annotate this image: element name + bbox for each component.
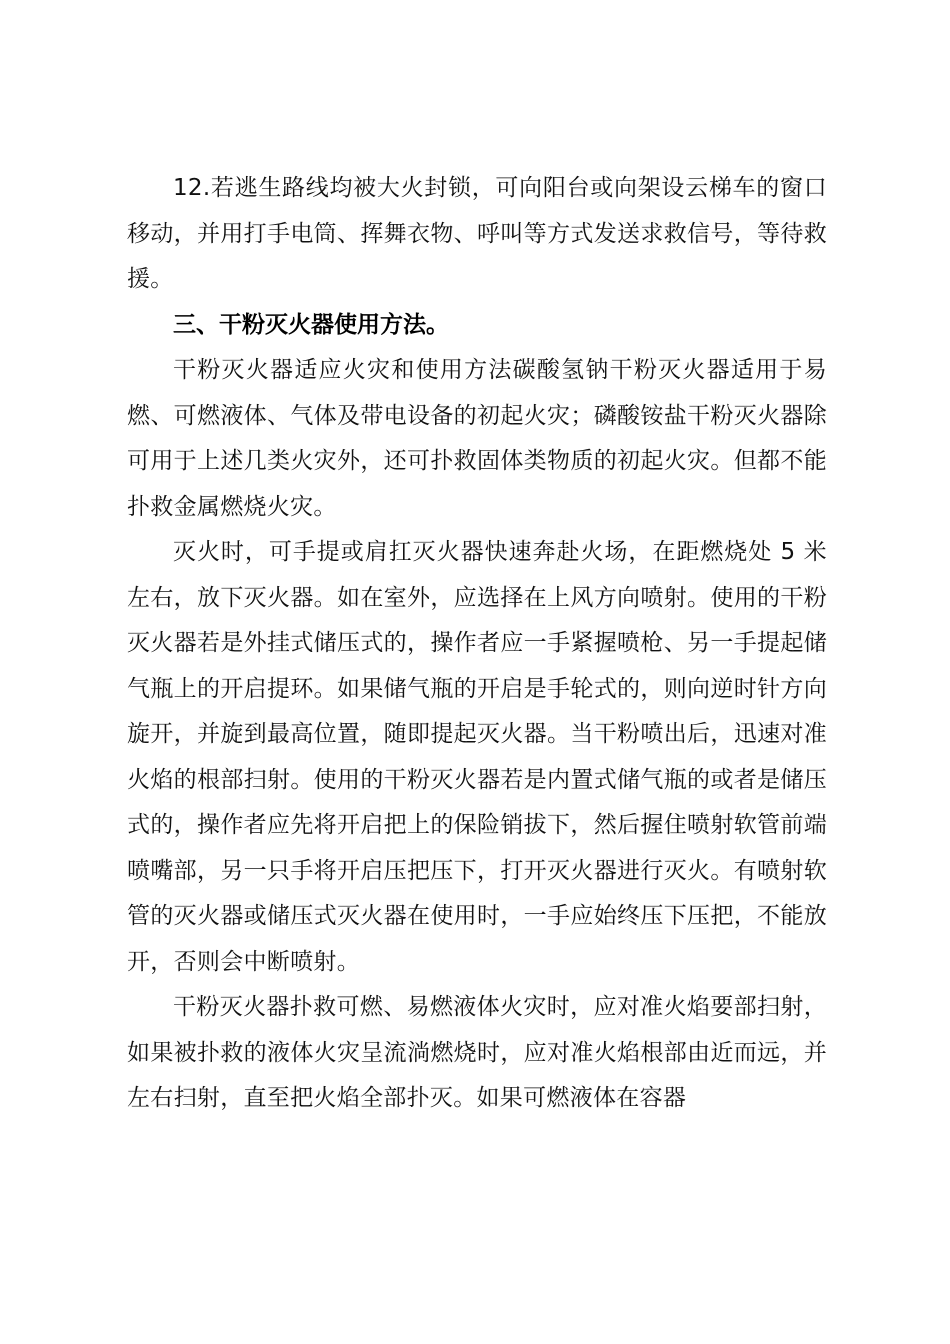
section-heading: 三、干粉灭火器使用方法。 — [173, 311, 449, 338]
paragraph-escape-signal: 12.若逃生路线均被大火封锁，可向阳台或向架设云梯车的窗口移动，并用打手电筒、挥舞衣物、呼叫等方式发送求救信号，等待救援。 — [127, 175, 827, 292]
paragraph-extinguisher-applicability: 干粉灭火器适应火灾和使用方法碳酸氢钠干粉灭火器适用于易燃、可燃液体、气体及带电设备的初起火灾；磷酸铵盐干粉灭火器除可用于上述几类火灾外，还可扑救固体类物质的初起火灾。但都不能扑救金属燃烧火灾。 — [127, 357, 827, 520]
paragraph-operation-steps: 灭火时，可手提或肩扛灭火器快速奔赴火场，在距燃烧处 5 米左右，放下灭火器。如在室外，应选择在上风方向喷射。使用的干粉灭火器若是外挂式储压式的，操作者应一手紧握喷枪、另一手提起储气瓶上的开启提环。如果储气瓶的开启是手轮式的，则向逆时针方向旋开，并旋到最高位置，随即提起灭火器。当干粉喷出后，迅速对准火焰的根部扫射。使用的干粉灭火器若是内置式储气瓶的或者是储压式的，操作者应先将开启把上的保险销拔下，然后握住喷射软管前端喷嘴部，另一只手将开启压把压下，打开灭火器进行灭火。有喷射软管的灭火器或储压式灭火器在使用时，一手应始终压下压把，不能放开，否则会中断喷射。 — [127, 539, 827, 975]
paragraph-liquid-fire: 干粉灭火器扑救可燃、易燃液体火灾时，应对准火焰要部扫射，如果被扑救的液体火灾呈流淌燃烧时，应对准火焰根部由近而远，并左右扫射，直至把火焰全部扑灭。如果可燃液体在容器 — [127, 994, 827, 1111]
document-body — [127, 166, 827, 1122]
